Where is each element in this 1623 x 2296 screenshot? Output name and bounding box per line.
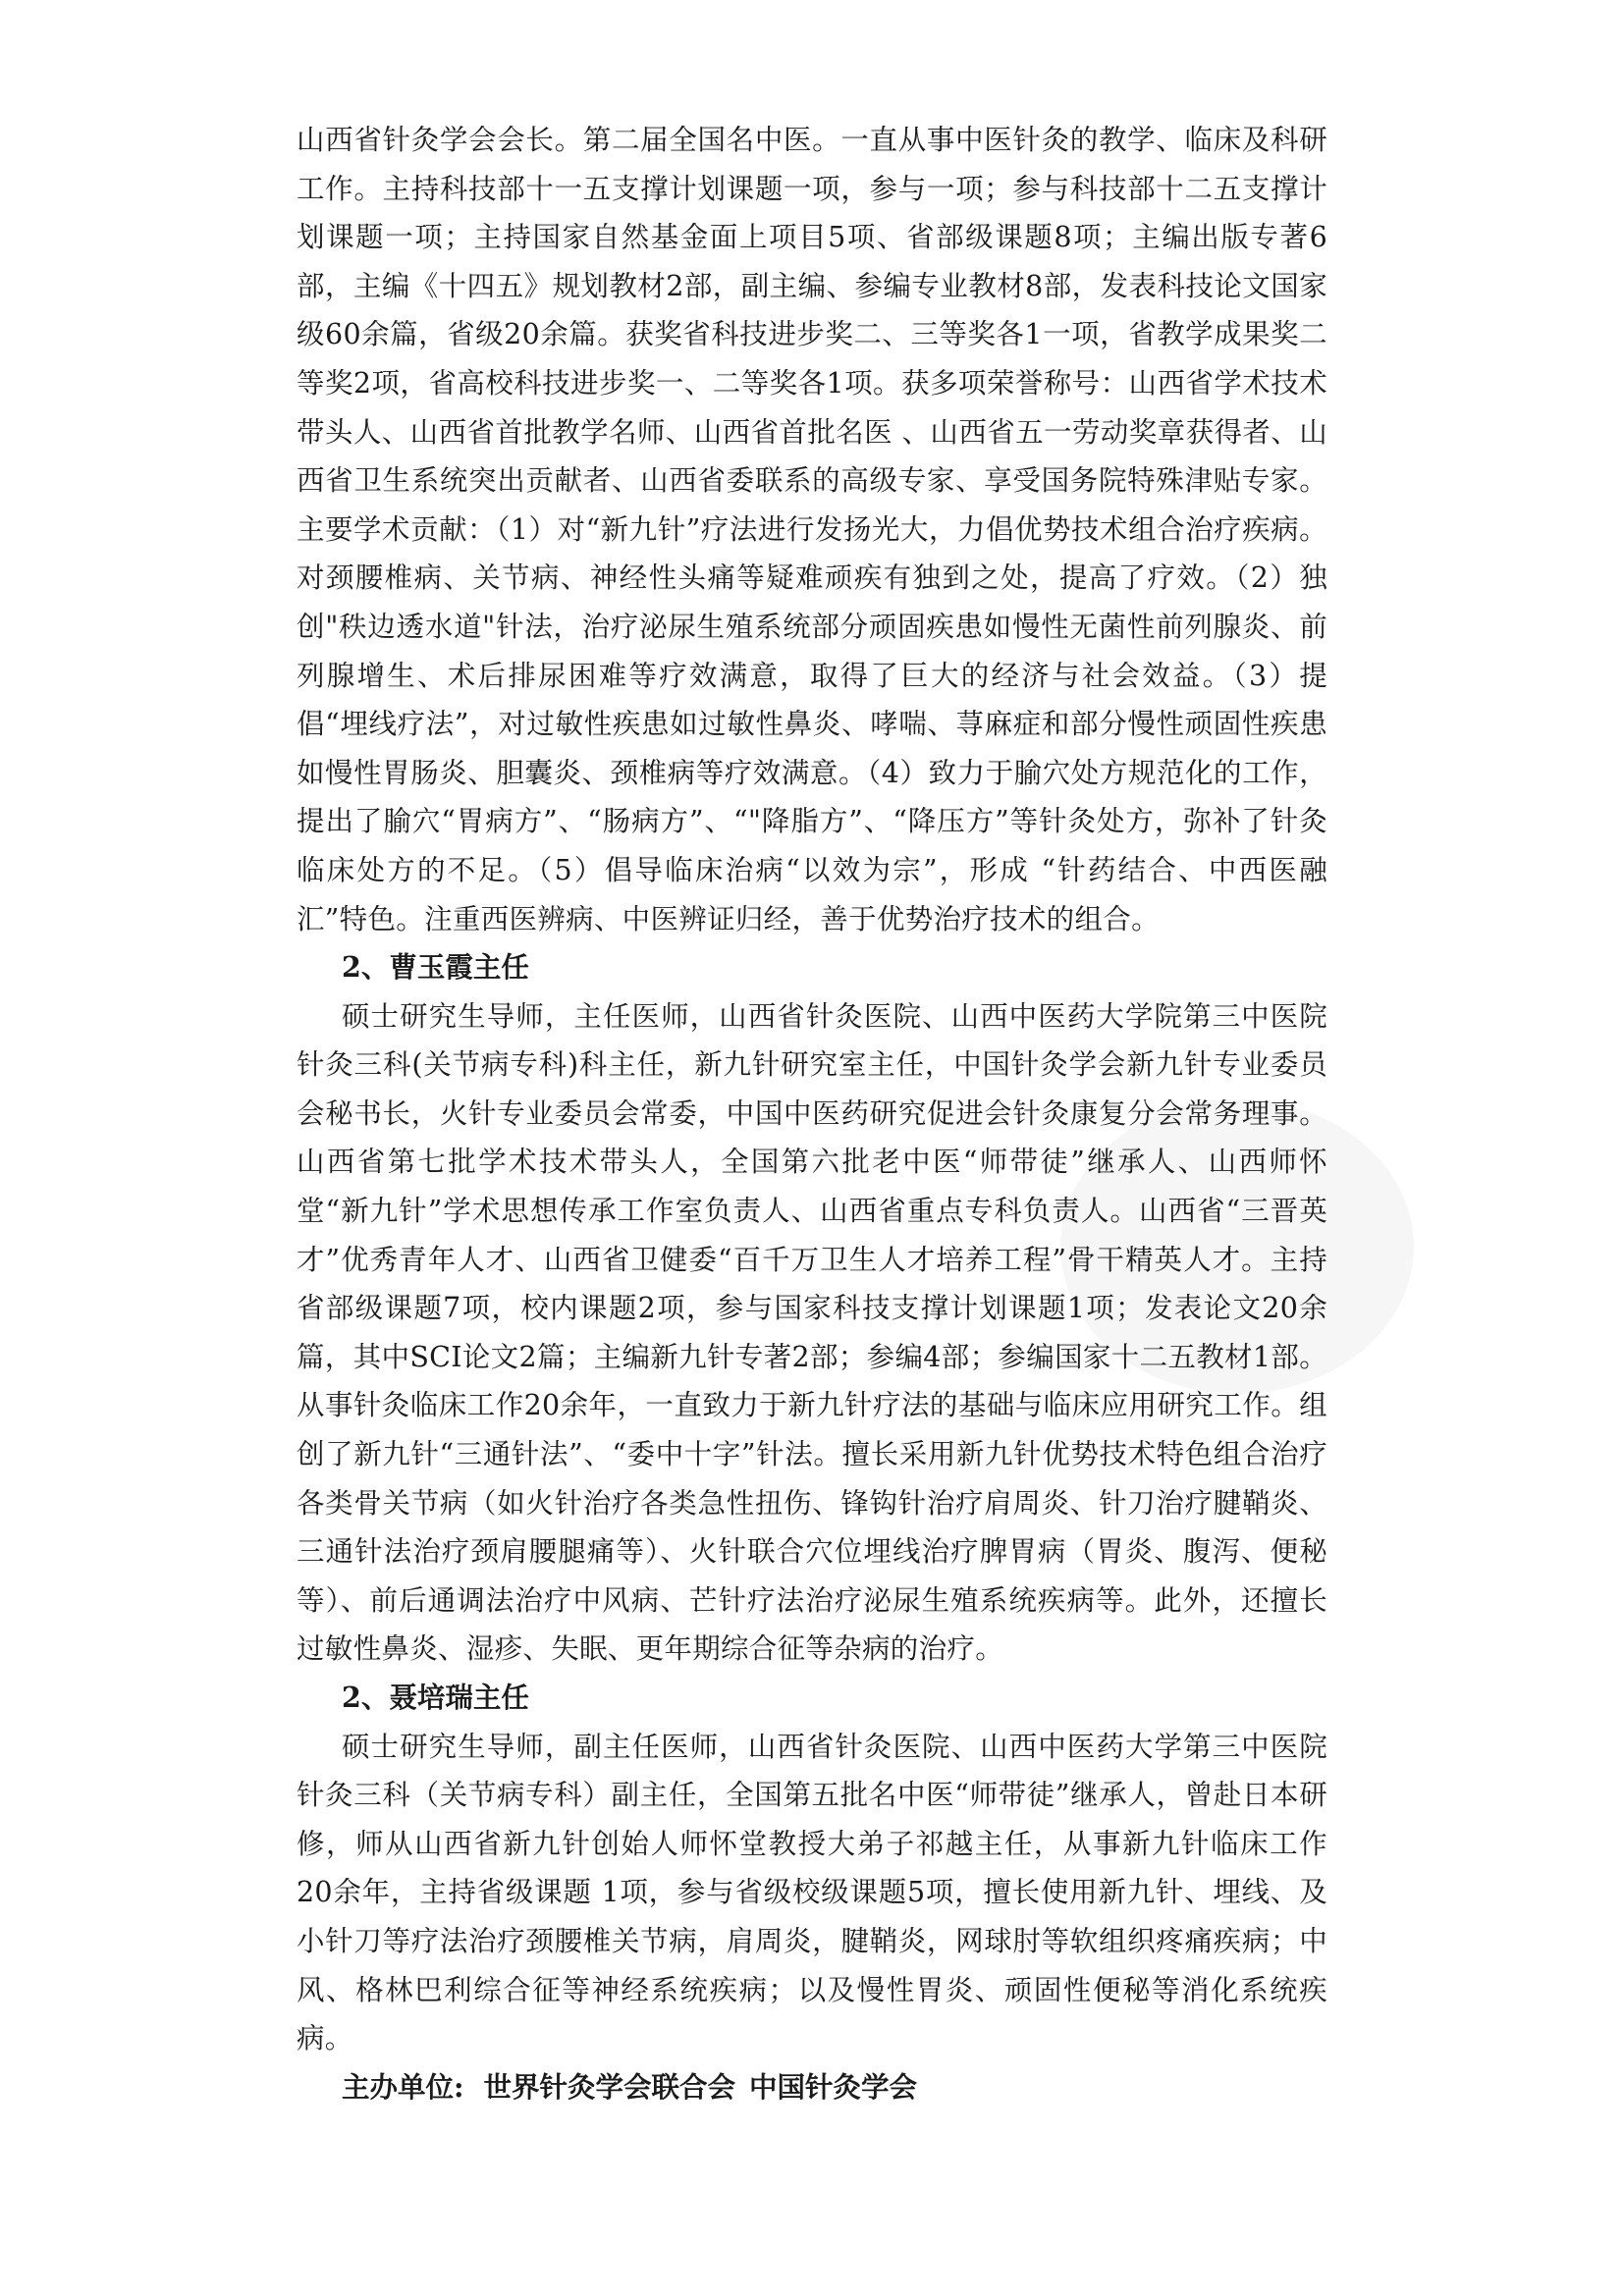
section-heading-nie-peirui: 2、聂培瑞主任 [342,1681,529,1714]
organizer-wfas: 世界针灸学会联合会 [483,2069,736,2104]
document-body [297,116,1327,2111]
paragraph-nie-peirui-bio: 硕士研究生导师，副主任医师，山西省针灸医院、山西中医药大学第三中医院针灸三科（关节病专科）副主任，全国第五批名中医“师带徒”继承人，曾赴日本研修，师从山西省新九针创始人师怀堂教授大弟子祁越主任，从事新九针临床工作 20余年，主持省级课题 1项，参与省级校级课题5项，擅长使用新九针、埋线、及小针刀等疗法治疗颈腰椎关节病，肩周炎，腱鞘炎，网球肘等软组织疼痛疾病；中风、格林巴利综合征等神经系统疾病；以及慢性胃炎、顽固性便秘等消化系统疾病。 [297,1730,1327,2056]
paragraph-cao-yuxia-bio: 硕士研究生导师，主任医师，山西省针灸医院、山西中医药大学院第三中医院针灸三科(关节病专科)科主任，新九针研究室主任，中国针灸学会新九针专业委员会秘书长，火针专业委员会常委，中国中医药研究促进会针灸康复分会常务理事。山西省第七批学术技术带头人，全国第六批老中医“师带徒”继承人、山西师怀堂“新九针”学术思想传承工作室负责人、山西省重点专科负责人。山西省“三晋英才”优秀青年人才、山西省卫健委“百千万卫生人才培养工程”骨干精英人才。主持省部级课题7项，校内课题2项，参与国家科技支撑计划课题1项；发表论文20余篇，其中SCI论文2篇；主编新九针专著2部；参编4部；参编国家十二五教材1部。从事针灸临床工作20余年，一直致力于新九针疗法的基础与临床应用研究工作。组创了新九针“三通针法”、“委中十字”针法。擅长采用新九针优势技术特色组合治疗各类骨关节病（如火针治疗各类急性扭伤、锋钩针治疗肩周炎、针刀治疗腱鞘炎、三通针法治疗颈肩腰腿痛等）、火针联合穴位埋线治疗脾胃病（胃炎、腹泻、便秘等）、前后通调法治疗中风病、芒针疗法治疗泌尿生殖系统疾病等。此外，还擅长过敏性鼻炎、湿疹、失眠、更年期综合征等杂病的治疗。 [297,999,1327,1666]
section-heading-cao-yuxia: 2、曹玉霞主任 [342,950,529,985]
organizer-line [297,2063,1327,2112]
organizer-label: 主办单位: [342,2069,464,2104]
paragraph-director-bio: 山西省针灸学会会长。第二届全国名中医。一直从事中医针灸的教学、临床及科研工作。主持科技部十一五支撑计划课题一项，参与一项；参与科技部十二五支撑计划课题一项；主持国家自然基金面上项目5项、省部级课题8项；主编出版专著6部，主编《十四五》规划教材2部，副主编、参编专业教材8部，发表科技论文国家级60余篇，省级20余篇。获奖省科技进步奖二、三等奖各1一项，省教学成果奖二等奖2项，省高校科技进步奖一、二等奖各1项。获多项荣誉称号：山西省学术技术带头人、山西省首批教学名师、山西省首批名医 、山西省五一劳动奖章获得者、山西省卫生系统突出贡献者、山西省委联系的高级专家、享受国务院特殊津贴专家。主要学术贡献：（1）对“新九针”疗法进行发扬光大，力倡优势技术组合治疗疾病。对颈腰椎病、关节病、神经性头痛等疑难顽疾有独到之处，提高了疗效。（2）独创"秩边透水道"针法，治疗泌尿生殖系统部分顽固疾患如慢性无菌性前列腺炎、前列腺增生、术后排尿困难等疗效满意，取得了巨大的经济与社会效益。（3）提倡“埋线疗法”，对过敏性疾患如过敏性鼻炎、哮喘、荨麻症和部分慢性顽固性疾患如慢性胃肠炎、胆囊炎、颈椎病等疗效满意。（4）致力于腧穴处方规范化的工作，提出了腧穴“胃病方”、“肠病方”、“"降脂方”、“降压方”等针灸处方，弥补了针灸临床处方的不足。（5）倡导临床治病“以效为宗”，形成 “针药结合、中西医融汇”特色。注重西医辨病、中医辨证归经，善于优势治疗技术的组合。 [297,124,1327,935]
organizer-caam: 中国针灸学会 [749,2069,918,2104]
